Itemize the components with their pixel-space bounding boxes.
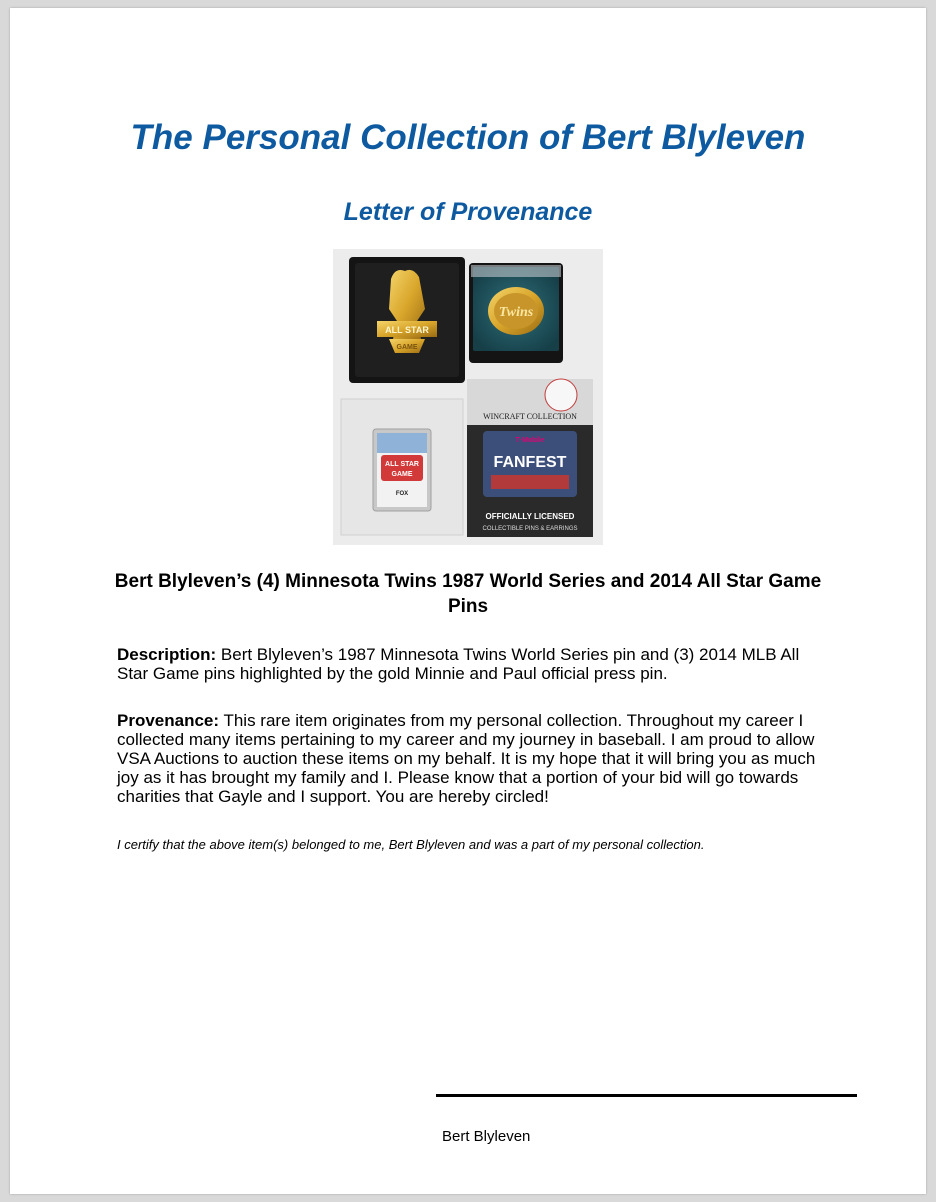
- item-photo: [333, 249, 603, 545]
- pin-4-card: [467, 379, 593, 537]
- pin-4-sponsor: T·Mobile: [515, 437, 545, 444]
- pin-1-box: [349, 257, 465, 383]
- pin-3-text-2: GAME: [391, 471, 413, 478]
- letter-page: [10, 8, 926, 1194]
- pin-4-title: FANFEST: [493, 454, 567, 471]
- signature-name: Bert Blyleven: [442, 1128, 531, 1145]
- item-title: Bert Blyleven’s (4) Minnesota Twins 1987 World Series and 2014 All Star Game Pins: [114, 571, 822, 617]
- pin-4-footer-2: COLLECTIBLE PINS & EARRINGS: [482, 526, 578, 532]
- pin-1-text-2: GAME: [396, 344, 418, 351]
- pin-4-footer-1: OFFICIALLY LICENSED: [485, 512, 575, 521]
- provenance-text: This rare item originates from my personal collection. Throughout my career I collected many items pertaining to my career and my journey in baseball. I am proud to allow VSA Auctions to auction these items on my behalf. It is my hope that it will bring you as much joy as it has brought my family and I. Please know that a portion of your bid will go towards charities that Gayle and I support. You are hereby circled!: [117, 711, 816, 806]
- description-label: Description:: [117, 645, 217, 664]
- pin-3-text-1: ALL STAR: [385, 461, 419, 468]
- pins-photo-graphic: [333, 249, 603, 545]
- signature-line: [436, 1094, 857, 1097]
- pin-1-text-1: ALL STAR: [385, 325, 429, 335]
- provenance-label: Provenance:: [117, 711, 220, 730]
- pin-3-text-3: FOX: [395, 491, 409, 497]
- certification-statement: I certify that the above item(s) belonged to me, Bert Blyleven and was a part of my personal collection.: [117, 837, 705, 852]
- document-subtitle: Letter of Provenance: [343, 198, 593, 226]
- pin-2-text-1: Twins: [498, 305, 534, 320]
- description-paragraph: [117, 645, 833, 683]
- pin-2-box: [469, 263, 563, 363]
- document-title: The Personal Collection of Bert Blyleven: [130, 118, 806, 157]
- provenance-paragraph: [117, 711, 833, 806]
- pin-4-brand: WINCRAFT COLLECTION: [483, 412, 577, 421]
- description-text: Bert Blyleven’s 1987 Minnesota Twins World Series pin and (3) 2014 MLB All Star Game pins highlighted by the gold Minnie and Paul official press pin.: [117, 645, 800, 683]
- pin-3-bag: [341, 399, 463, 535]
